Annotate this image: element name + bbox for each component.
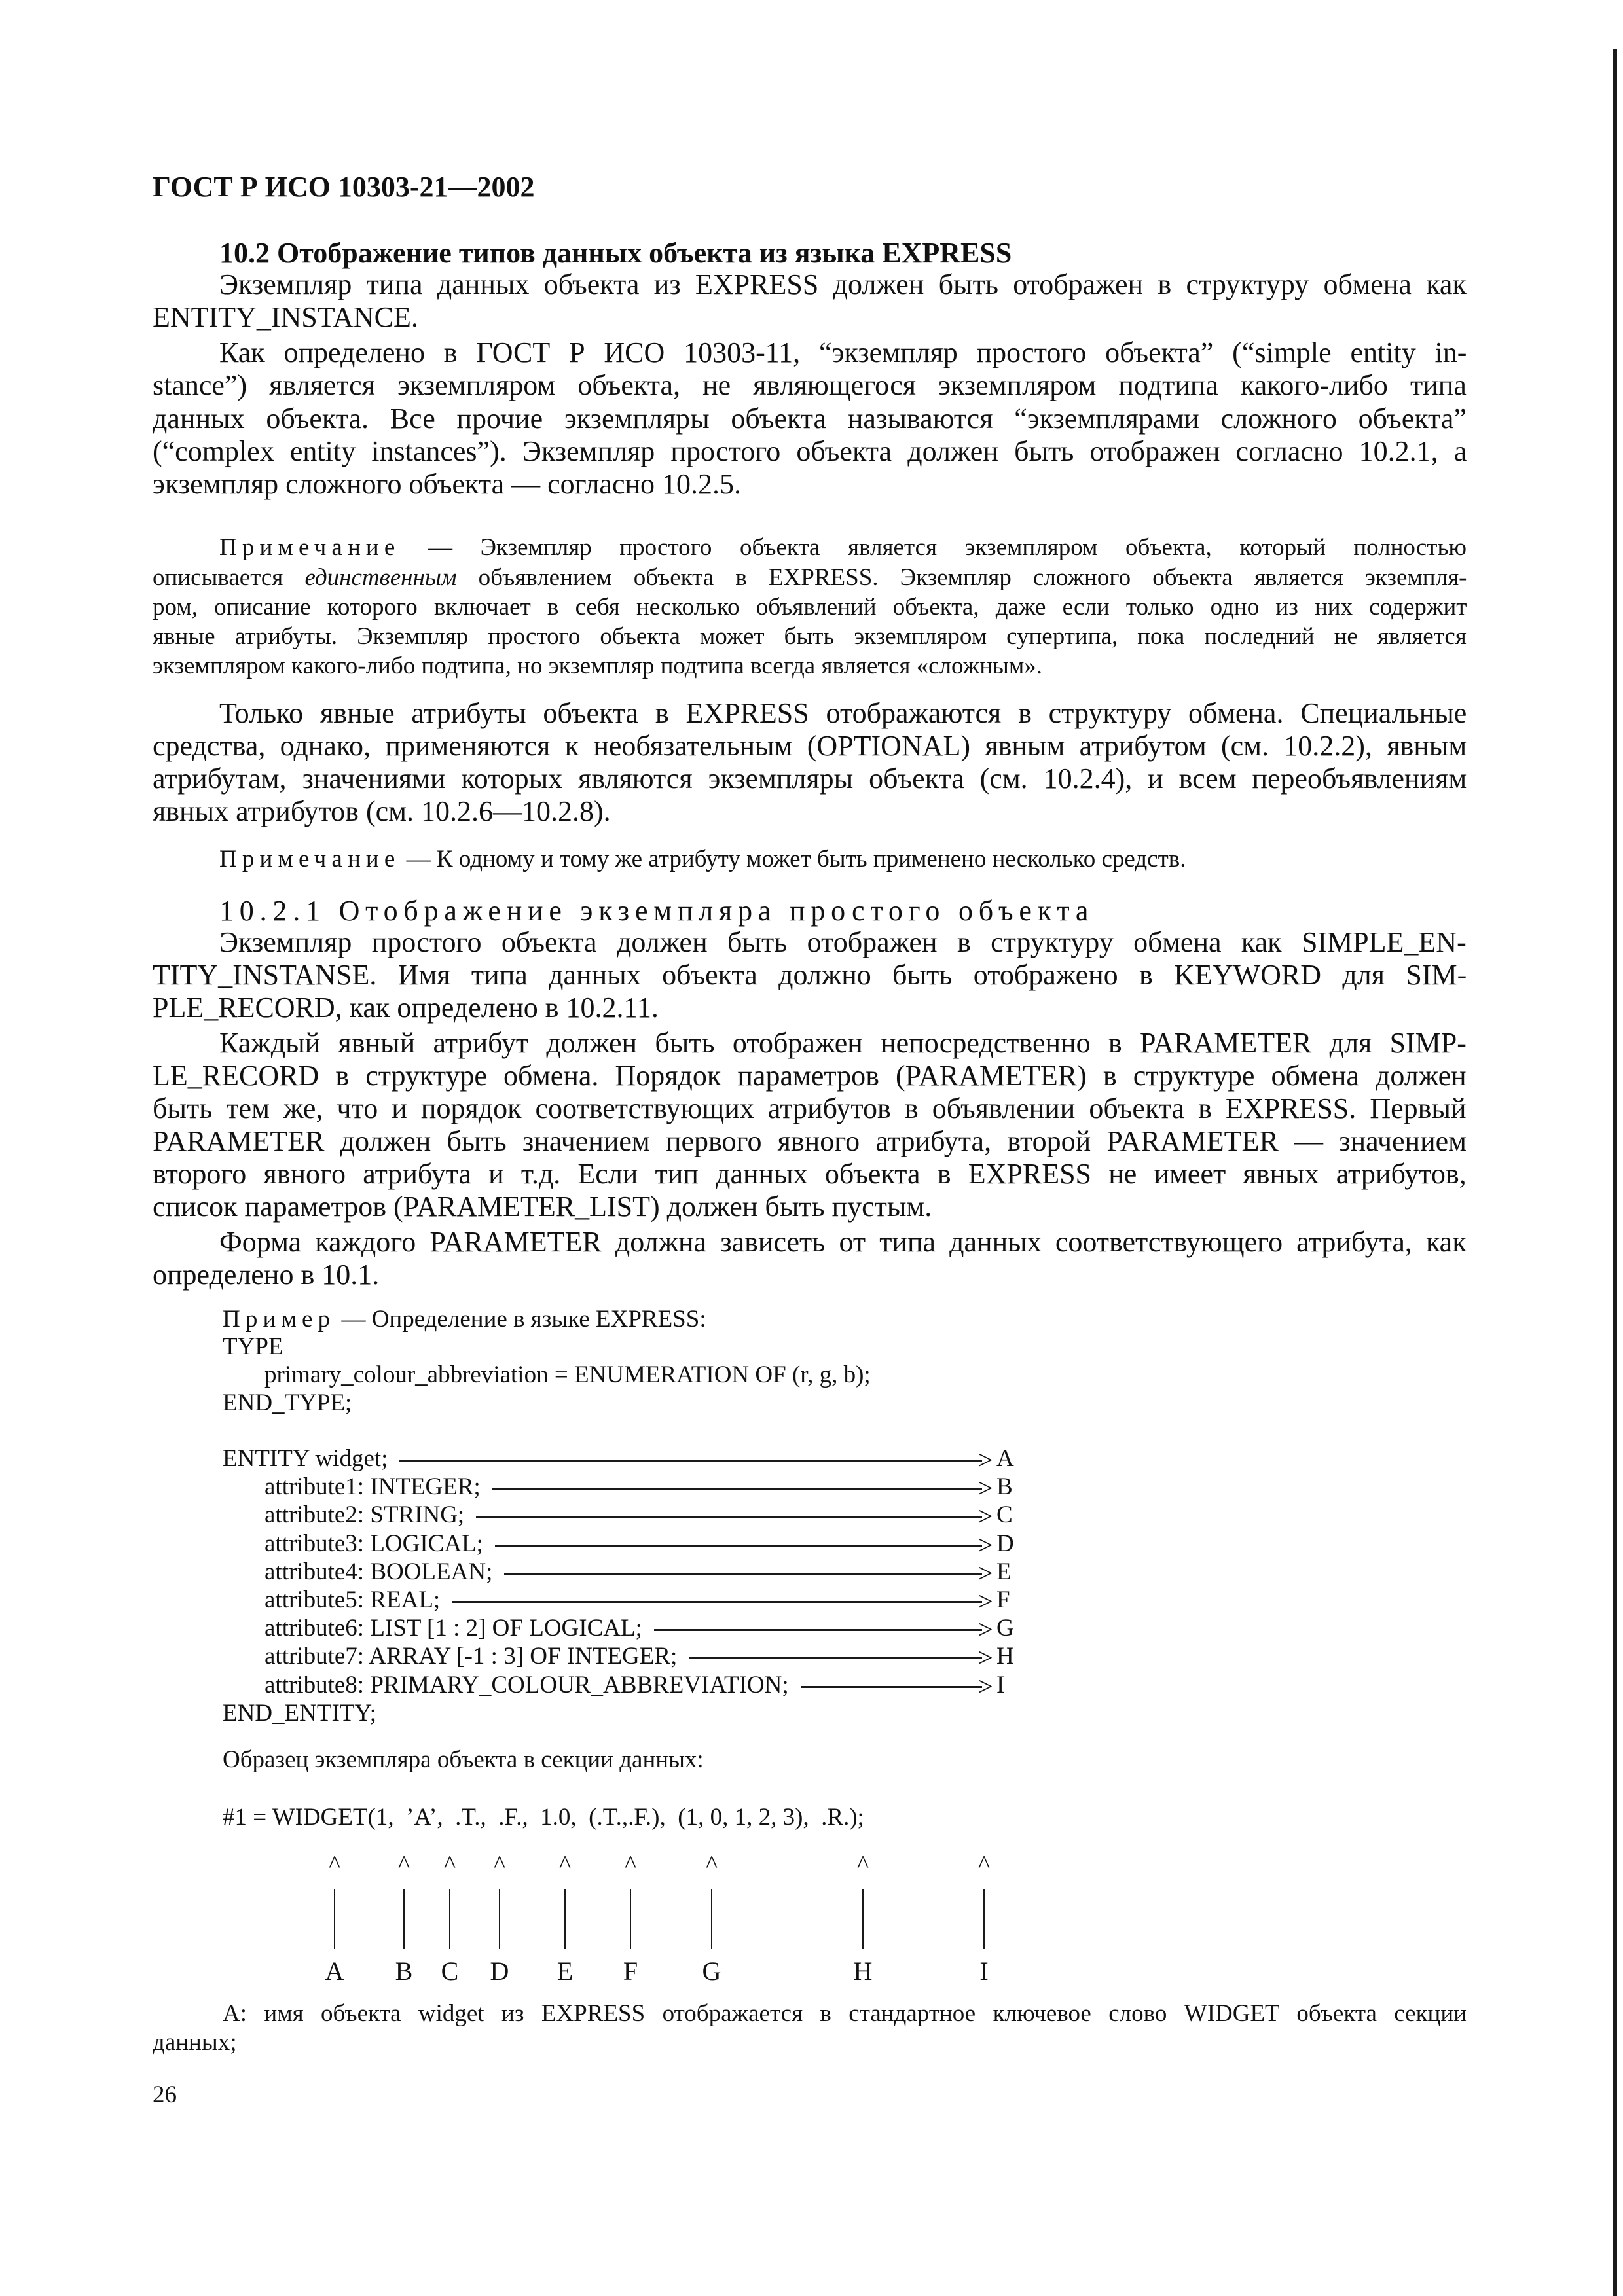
note-emphasis: единственным [304, 564, 457, 591]
text-line: данных объекта. Все прочие экземпляры объекта называются “экземплярами сложного объекта” [153, 403, 1467, 435]
pointer-line [862, 1889, 864, 1949]
caret-icon: ^ [398, 1851, 410, 1878]
pointer-letter: F [623, 1956, 638, 1986]
arrow-head-icon: > [978, 1530, 993, 1560]
code-line: attribute2: STRING; [264, 1501, 465, 1529]
code-line: attribute5: REAL; [264, 1587, 441, 1613]
arrow-letter: I [996, 1671, 1005, 1698]
text-line: определено в 10.1. [153, 1259, 380, 1291]
text-line: A: имя объекта widget из EXPRESS отображается в стандартное ключевое слово WIDGET объекта секции [223, 2000, 1467, 2027]
text-line: Экземпляр типа данных объекта из EXPRESS должен быть отображен в структуру обмена как [219, 268, 1467, 300]
note-label: Примечание [219, 534, 401, 561]
text-line: PLE_RECORD, как определено в 10.2.11. [153, 992, 659, 1024]
arrow-letter: G [996, 1615, 1014, 1642]
code-line: attribute4: BOOLEAN; [264, 1558, 493, 1585]
pointer [321, 1852, 348, 1990]
arrow-head-icon: > [978, 1473, 993, 1503]
text-line: быть тем же, что и порядок соответствующих атрибутов в объявлении объекта в EXPRESS. Первый [153, 1092, 1467, 1124]
text-line: данных; [153, 2029, 237, 2056]
pointer-line [630, 1889, 631, 1949]
text-line: явных атрибутов (см. 10.2.6—10.2.8). [153, 795, 611, 827]
arrow-line [399, 1460, 982, 1462]
note-text: объявлением объекта в EXPRESS. Экземпляр сложного объекта является экземпля- [456, 564, 1467, 591]
arrow-letter: B [996, 1473, 1013, 1501]
page-edge-line [1613, 49, 1617, 2296]
note-2 [219, 847, 1186, 871]
pointer-letter: B [395, 1956, 413, 1986]
code-line: END_ENTITY; [223, 1699, 376, 1727]
example-intro [223, 1307, 706, 1331]
caret-icon: ^ [559, 1851, 571, 1878]
text-line: экземпляр сложного объекта — согласно 10.2.5. [153, 468, 742, 500]
example-label: Пример [223, 1306, 336, 1333]
caret-icon: ^ [857, 1851, 869, 1878]
text-line: PARAMETER должен быть значением первого явного атрибута, второй PARAMETER — значением [153, 1125, 1467, 1157]
document-header: ГОСТ Р ИСО 10303-21—2002 [153, 171, 535, 203]
arrow-line [495, 1545, 982, 1547]
pointer-letter: A [325, 1956, 344, 1986]
pointer [617, 1852, 644, 1990]
pointer-line [403, 1889, 405, 1949]
arrow-head-icon: > [978, 1587, 993, 1616]
arrow-line [689, 1657, 982, 1659]
instance-line: #1 = WIDGET(1, ’A’, .T., .F., 1.0, (.T.,.F.), (1, 0, 1, 2, 3), .R.); [223, 1804, 864, 1831]
arrow-line [476, 1516, 982, 1518]
text-line: явные атрибуты. Экземпляр простого объекта может быть экземпляром супертипа, пока последний не является [153, 623, 1467, 650]
code-line: ENTITY widget; [223, 1445, 388, 1472]
pointer-line [564, 1889, 566, 1949]
arrow-head-icon: > [978, 1615, 993, 1645]
arrow-head-icon: > [978, 1558, 993, 1588]
code-line: END_TYPE; [223, 1390, 352, 1416]
note-text: — Экземпляр простого объекта является экземпляром объекта, который полностью [400, 534, 1467, 561]
arrow-line [801, 1686, 982, 1688]
text-line: Экземпляр простого объекта должен быть отображен в структуру обмена как SIMPLE_EN- [219, 926, 1467, 958]
arrow-line [452, 1601, 982, 1603]
code-line: attribute8: PRIMARY_COLOUR_ABBREVIATION; [264, 1671, 789, 1698]
text-line: Каждый явный атрибут должен быть отображен непосредственно в PARAMETER для SIMP- [219, 1027, 1467, 1059]
arrow-letter: E [996, 1558, 1012, 1585]
pointer-line [983, 1889, 985, 1949]
arrow-head-icon: > [978, 1501, 993, 1532]
pointer-letter: C [441, 1956, 459, 1986]
pointer-line [711, 1889, 712, 1949]
caret-icon: ^ [706, 1851, 718, 1878]
text-line: (“complex entity instances”). Экземпляр простого объекта должен быть отображен согласно 10.2.1, а [153, 435, 1467, 467]
text-line: LE_RECORD в структуре обмена. Порядок параметров (PARAMETER) в структуре обмена должен [153, 1060, 1467, 1092]
arrow-head-icon: > [978, 1671, 993, 1701]
caret-icon: ^ [625, 1851, 636, 1878]
text-line: TITY_INSTANSE. Имя типа данных объекта должно быть отображено в KEYWORD для SIM- [153, 959, 1467, 991]
caret-icon: ^ [444, 1851, 456, 1878]
code-line: attribute1: INTEGER; [264, 1473, 481, 1501]
pointer [552, 1852, 578, 1990]
arrow-letter: H [996, 1643, 1014, 1670]
code-line: attribute3: LOGICAL; [264, 1530, 483, 1557]
section-heading-10-2: 10.2 Отображение типов данных объекта из языка EXPRESS [219, 237, 1012, 269]
text-line: экземпляром какого-либо подтипа, но экземпляр подтипа всегда является «сложным». [153, 653, 1043, 679]
pointer-letter: I [979, 1956, 989, 1986]
arrow-head-icon: > [978, 1445, 993, 1475]
text-line: stance”) является экземпляром объекта, не являющегося экземпляром подтипа какого-либо типа [153, 369, 1467, 401]
sample-caption: Образец экземпляра объекта в секции данных: [223, 1746, 704, 1773]
text-line: средства, однако, применяются к необязательным (OPTIONAL) явным атрибутом (см. 10.2.2), явным [153, 730, 1467, 762]
arrow-head-icon: > [978, 1643, 993, 1673]
text-line: Форма каждого PARAMETER должна зависеть от типа данных соответствующего атрибута, как [219, 1226, 1467, 1258]
caret-icon: ^ [978, 1851, 990, 1878]
pointer [850, 1852, 876, 1990]
arrow-letter: F [996, 1587, 1010, 1613]
pointer-line [449, 1889, 450, 1949]
pointer [971, 1852, 997, 1990]
example-intro-text: — Определение в языке EXPRESS: [335, 1306, 706, 1333]
note-label: Примечание [219, 846, 401, 872]
text-line: второго явного атрибута и т.д. Если тип данных объекта в EXPRESS не имеет явных атрибутов, [153, 1158, 1467, 1190]
pointer-line [334, 1889, 335, 1949]
caret-icon: ^ [329, 1851, 340, 1878]
caret-icon: ^ [494, 1851, 505, 1878]
pointer [699, 1852, 725, 1990]
code-line: TYPE [223, 1333, 283, 1360]
text-line: Как определено в ГОСТ Р ИСО 10303-11, “экземпляр простого объекта” (“simple entity in- [219, 336, 1467, 368]
text-line [153, 565, 1467, 590]
pointer [486, 1852, 513, 1990]
text-line [219, 535, 1467, 560]
page-number: 26 [153, 2081, 177, 2108]
pointer [437, 1852, 463, 1990]
code-line: attribute6: LIST [1 : 2] OF LOGICAL; [264, 1615, 642, 1642]
section-heading-10-2-1: 10.2.1 Отображение экземпляра простого объекта [219, 895, 1095, 927]
arrow-letter: C [996, 1501, 1013, 1529]
text-line: ром, описание которого включает в себя несколько объявлений объекта, даже если только одно из них содержит [153, 594, 1467, 620]
pointer-letter: D [490, 1956, 509, 1986]
pointer-letter: G [702, 1956, 721, 1986]
text-line: атрибутам, значениями которых являются экземпляры объекта (см. 10.2.4), и всем переобъявлениям [153, 762, 1467, 795]
arrow-line [492, 1488, 982, 1490]
note-text: — К одному и тому же атрибуту может быть применено несколько средств. [400, 846, 1186, 872]
code-line: attribute7: ARRAY [-1 : 3] OF INTEGER; [264, 1643, 678, 1670]
pointer-letter: H [853, 1956, 873, 1986]
text-line: список параметров (PARAMETER_LIST) должен быть пустым. [153, 1191, 932, 1223]
pointer-letter: E [556, 1956, 574, 1986]
text-line: ENTITY_INSTANCE. [153, 301, 418, 333]
text-line: Только явные атрибуты объекта в EXPRESS отображаются в структуру обмена. Специальные [219, 697, 1467, 729]
note-text: описывается [153, 564, 305, 591]
arrow-letter: A [996, 1445, 1014, 1472]
arrow-letter: D [996, 1530, 1014, 1557]
pointer [391, 1852, 417, 1990]
pointer-line [499, 1889, 500, 1949]
arrow-line [654, 1629, 982, 1631]
arrow-line [504, 1573, 982, 1575]
code-line: primary_colour_abbreviation = ENUMERATION OF (r, g, b); [264, 1361, 871, 1388]
